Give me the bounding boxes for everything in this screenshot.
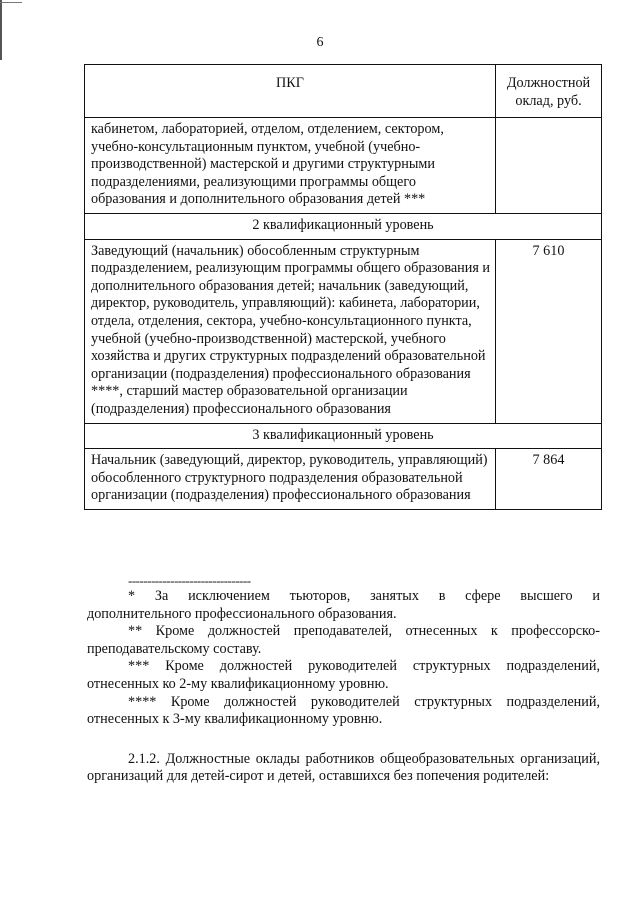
table-header-row bbox=[85, 65, 602, 118]
table-row bbox=[85, 449, 602, 510]
level-3-description: Начальник (заведующий, директор, руководитель, управляющий) обособленного структурного подразделения образовательной организации (подразделения) профессионального образования bbox=[85, 449, 496, 510]
level-3-title: 3 квалификационный уровень bbox=[85, 423, 602, 449]
footnote-4: **** Кроме должностей руководителей структурных подразделений, отнесенных к 3-му квалификационному уровню. bbox=[87, 693, 600, 728]
level-row bbox=[85, 423, 602, 449]
level-2-description: Заведующий (начальник) обособленным структурным подразделением, реализующим программы общего образования и дополнительного образования детей; начальник (заведующий, директор, руководитель, управляющий): кабинета, лаборатории, отдела, отделения, сектора, учебно-консультационного пункта, учебной (учебно-производственной) мастерской, учебного хозяйства и других структурных подразделений образовательной организации (подразделения) профессионального образования ****, старший мастер образовательной организации (подразделения) профессионального образования bbox=[85, 239, 496, 423]
scan-corner-mark bbox=[0, 2, 22, 3]
footnote-3: *** Кроме должностей руководителей структурных подразделений, отнесенных ко 2-му квалификационному уровню. bbox=[87, 658, 600, 692]
table-row bbox=[85, 118, 602, 214]
footnote-1: * За исключением тьюторов, занятых в сфере высшего и bbox=[128, 588, 600, 604]
table-row bbox=[85, 239, 602, 423]
pkg-salary-table bbox=[84, 64, 602, 510]
level-row bbox=[85, 213, 602, 239]
footnote-separator: -------------------------------- bbox=[128, 573, 251, 588]
level-2-salary: 7 610 bbox=[496, 239, 602, 423]
level-2-title: 2 квалификационный уровень bbox=[85, 213, 602, 239]
continuation-cell: кабинетом, лабораторией, отделом, отделением, сектором, учебно-консультационным пунктом, учебной (учебно-производственной) мастерской и другими структурными подразделениями, реализующими программы общего образования и дополнительного образования детей *** bbox=[85, 118, 496, 214]
footnote-1-continued: дополнительного профессионального образования. bbox=[87, 605, 397, 622]
page-number: 6 bbox=[316, 35, 324, 50]
paragraph-2-1-2: 2.1.2. Должностные оклады работников общеобразовательных организаций, организаций для детей-сирот и детей, оставшихся без попечения родителей: bbox=[87, 750, 600, 785]
level-3-salary: 7 864 bbox=[496, 449, 602, 510]
header-pkg: ПКГ bbox=[85, 65, 496, 118]
empty-salary-cell bbox=[496, 118, 602, 214]
footnote-2: ** Кроме должностей преподавателей, отнесенных к профессорско-преподавательскому составу. bbox=[87, 623, 600, 657]
header-salary: Должностной оклад, руб. bbox=[496, 65, 602, 118]
notes-section bbox=[87, 574, 600, 786]
